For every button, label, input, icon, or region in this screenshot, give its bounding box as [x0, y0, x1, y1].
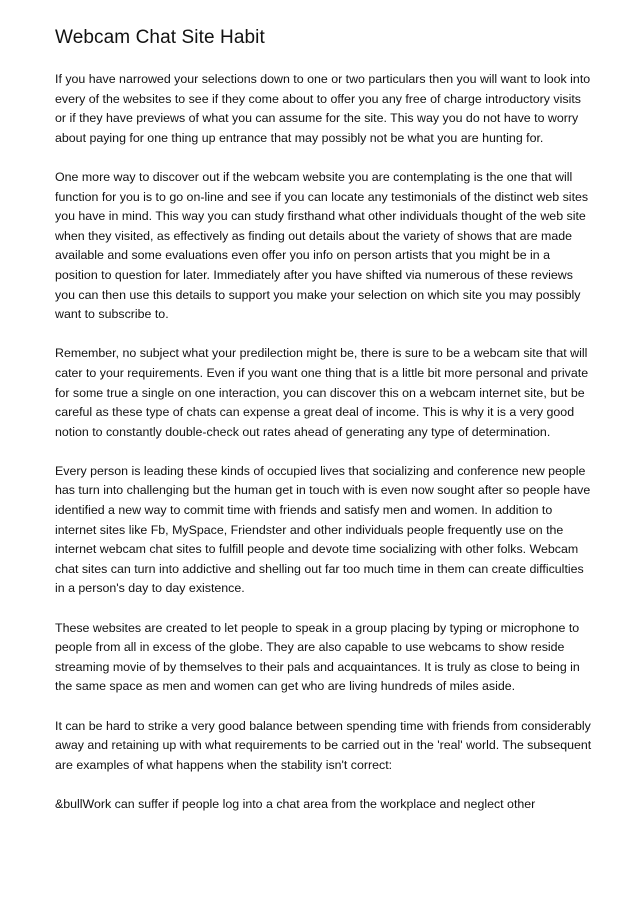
paragraph-7: &bullWork can suffer if people log into a chat area from the workplace and neglect other [55, 796, 536, 811]
document-title: Webcam Chat Site Habit [55, 27, 265, 48]
paragraph-3: Remember, no subject what your predilection might be, there is sure to be a webcam site that will cater to your requirements. Even if you want one thing that is a little bit more personal and private for some true a single on one interaction, you can discover this on a webcam internet site, but be careful as these type of chats can expense a great deal of income. This is why it is a very good notion to constantly double-check out rates ahead of generating any type of determination. [55, 346, 589, 439]
document-page [55, 26, 595, 815]
paragraph-6: It can be hard to strike a very good balance between spending time with friends from considerably away and retaining up with what requirements to be carried out in the 'real' world. The subsequent are examples of what happens when the stability isn't correct: [55, 718, 592, 772]
paragraph-2: One more way to discover out if the webcam website you are contemplating is the one that will function for you is to go on-line and see if you can locate any testimonials of the distinct web sites you have in mind. This way you can study firsthand what other individuals thought of the web site when they visited, as effectively as finding out details about the variety of shows that are made available and some evaluations even offer you info on person artists that you might be in a position to question for later. Immediately after you have shifted via numerous of these reviews you can then use this details to support you make your selection on which site you may possibly want to subscribe to. [55, 169, 589, 322]
paragraph-5: These websites are created to let people to speak in a group placing by typing or microphone to people from all in excess of the globe. They are also capable to use webcams to show reside streaming movie of by themselves to their pals and acquaintances. It is truly as close to being in the same space as men and women can get who are living hundreds of miles aside. [55, 620, 580, 694]
paragraph-1: If you have narrowed your selections down to one or two particulars then you will want to look into every of the websites to see if they come about to offer you any free of charge introductory visits or if they have previews of what you can assume for the site. This way you do not have to worry about paying for one thing up entrance that may possibly not be what you are hunting for. [55, 72, 591, 145]
paragraph-4: Every person is leading these kinds of occupied lives that socializing and conference new people has turn into challenging but the human get in touch with is even now sought after so people have identified a new way to commit time with friends and satisfy men and women. In addition to internet sites like Fb, MySpace, Friendster and other individuals people frequently use on the internet webcam chat sites to fulfill people and devote time socializing with other folks. Webcam chat sites can turn into addictive and shelling out far too much time in them can create difficulties in a person's day to day existence. [55, 463, 591, 596]
